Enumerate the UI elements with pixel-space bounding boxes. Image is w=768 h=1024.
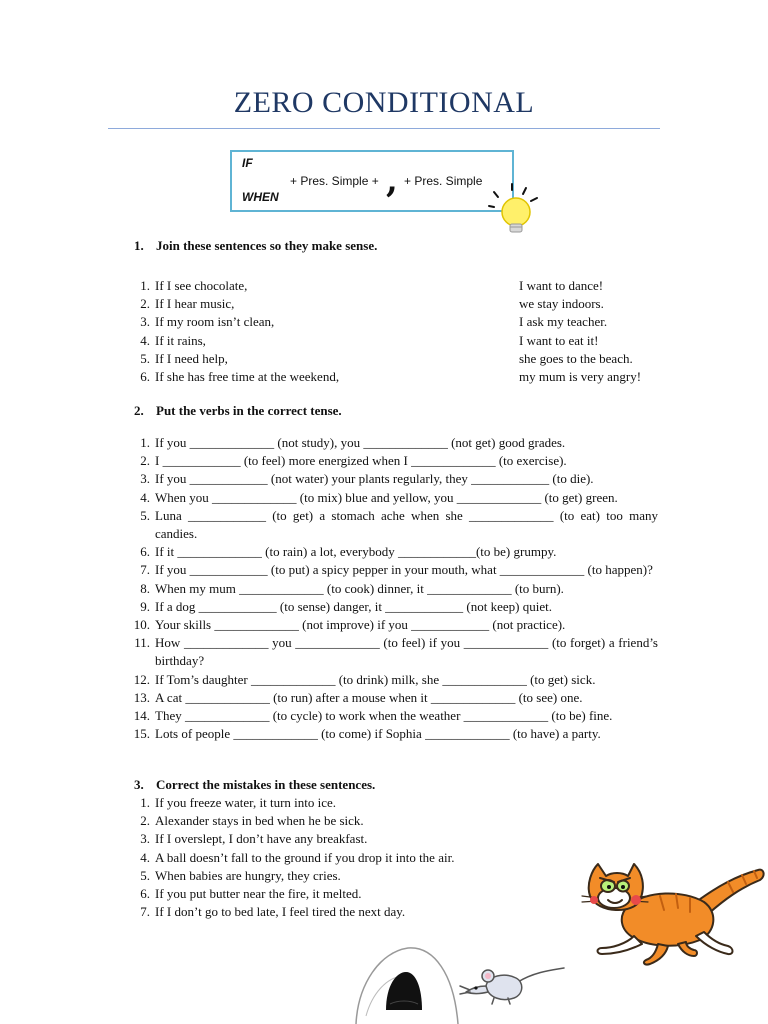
list-item: 6. If it _____________ (to rain) a lot, everybody ____________(to be) grumpy. bbox=[140, 544, 557, 560]
list-item: 4. A ball doesn’t fall to the ground if you drop it into the air. bbox=[140, 849, 455, 865]
list-item: 2. If I hear music, bbox=[140, 296, 235, 312]
section-2-title: 2. Put the verbs in the correct tense. bbox=[134, 403, 342, 418]
mouse-illustration bbox=[458, 964, 568, 1008]
list-item: 14. They _____________ (to cycle) to work when the weather _____________ (to be) fine. bbox=[133, 708, 613, 724]
list-item: I want to eat it! bbox=[519, 332, 599, 348]
join-left-list bbox=[128, 277, 339, 386]
join-right-list bbox=[519, 277, 641, 386]
lightbulb-icon bbox=[486, 182, 542, 240]
mouse-hole-illustration bbox=[352, 934, 462, 1024]
list-item: 1. If you freeze water, it turn into ice. bbox=[140, 795, 337, 810]
list-item: 7. If I don’t go to bed late, I feel tired the next day. bbox=[140, 904, 406, 920]
list-item: 15. Lots of people _____________ (to come) if Sophia _____________ (to have) a party. bbox=[133, 726, 601, 742]
page-title: ZERO CONDITIONAL bbox=[233, 86, 535, 119]
list-item: 11. How _____________ you _____________ (to feel) if you _____________ (to forget) a friend’s birthday? bbox=[134, 635, 658, 669]
list-item: 3. If I overslept, I don’t have any breakfast. bbox=[140, 831, 368, 847]
list-item: 4. When you _____________ (to mix) blue and yellow, you _____________ (to get) green. bbox=[140, 489, 618, 505]
list-item: 7. If you ____________ (to put) a spicy pepper in your mouth, what _____________ (to happen)? bbox=[140, 562, 653, 578]
list-item: 6. If you put butter near the fire, it melted. bbox=[140, 886, 362, 902]
list-item: 9. If a dog ____________ (to sense) danger, it ____________ (not keep) quiet. bbox=[140, 598, 552, 614]
list-item: my mum is very angry! bbox=[519, 369, 642, 385]
list-item: 1. If I see chocolate, bbox=[140, 278, 248, 293]
formula-part-2: + Pres. Simple bbox=[404, 174, 483, 188]
cat-illustration bbox=[568, 856, 768, 966]
formula-when: WHEN bbox=[242, 190, 279, 204]
list-item: 13. A cat _____________ (to run) after a mouse when it _____________ (to see) one. bbox=[133, 689, 583, 705]
section-1-title: 1. Join these sentences so they make sense. bbox=[134, 238, 378, 253]
list-item: I want to dance! bbox=[519, 278, 604, 293]
list-item: 6. If she has free time at the weekend, bbox=[140, 369, 340, 385]
list-item: 8. When my mum _____________ (to cook) dinner, it _____________ (to burn). bbox=[140, 580, 564, 596]
formula-comma: , bbox=[386, 161, 398, 201]
list-item: 2. Alexander stays in bed when he be sick. bbox=[140, 813, 364, 829]
list-item: 5. If I need help, bbox=[140, 350, 228, 366]
list-item: 3. If you ____________ (not water) your plants regularly, they ____________ (to die). bbox=[140, 471, 594, 487]
list-item: 3. If my room isn’t clean, bbox=[140, 314, 275, 330]
list-item: we stay indoors. bbox=[519, 296, 604, 312]
section-3-title: 3. Correct the mistakes in these sentences. bbox=[134, 777, 376, 792]
list-item: 4. If it rains, bbox=[140, 332, 206, 348]
formula-if: IF bbox=[242, 156, 253, 170]
mistakes-list bbox=[128, 794, 454, 921]
formula-box bbox=[230, 150, 514, 212]
title-divider bbox=[108, 128, 660, 129]
verbs-list bbox=[128, 434, 658, 743]
list-item: 5. Luna ____________ (to get) a stomach ache when she _____________ (to eat) too many candies. bbox=[140, 507, 658, 542]
list-item: I ask my teacher. bbox=[519, 314, 608, 330]
list-item: 5. When babies are hungry, they cries. bbox=[140, 867, 341, 883]
list-item: 10. Your skills _____________ (not improve) if you ____________ (not practice). bbox=[133, 617, 566, 633]
list-item: she goes to the beach. bbox=[519, 350, 633, 366]
list-item: 12. If Tom’s daughter _____________ (to drink) milk, she _____________ (to get) sick. bbox=[133, 671, 596, 687]
list-item: 1. If you _____________ (not study), you _____________ (not get) good grades. bbox=[140, 435, 566, 450]
formula-part-1: + Pres. Simple + bbox=[290, 174, 379, 188]
list-item: 2. I ____________ (to feel) more energized when I _____________ (to exercise). bbox=[140, 453, 567, 469]
